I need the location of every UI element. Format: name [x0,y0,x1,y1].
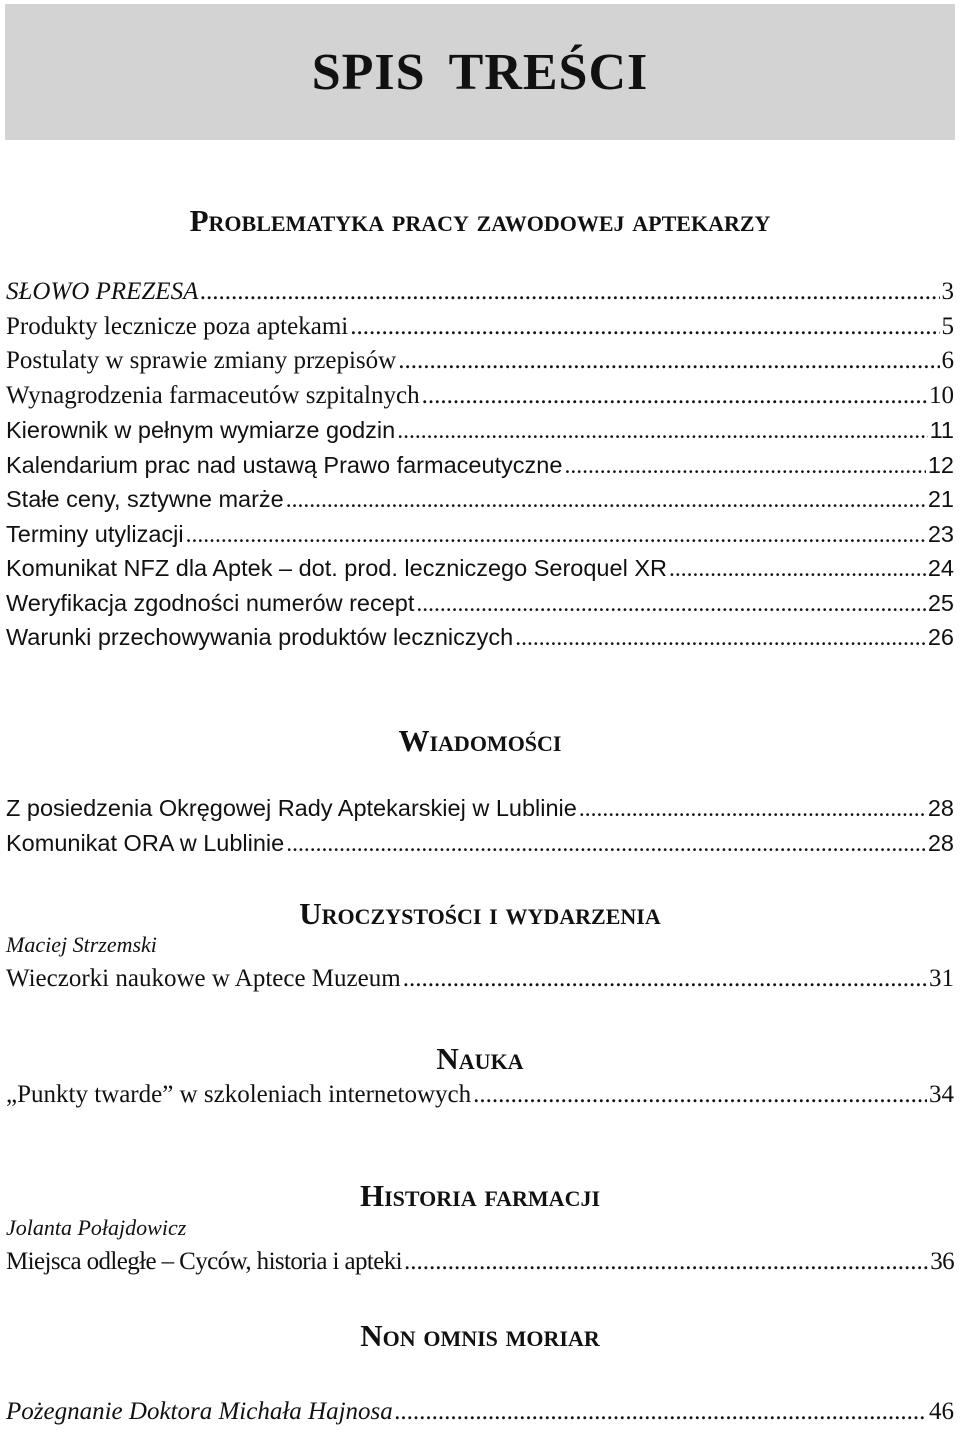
leader-dots [395,1395,927,1430]
toc-entry-page: 25 [927,589,954,616]
toc-entry[interactable] [6,413,954,448]
toc-entry-page: 31 [929,965,954,992]
leader-dots [473,1078,927,1113]
section-heading-wiadomosci: Wiadomości [398,723,562,758]
toc-entry-title: Postulaty w sprawie zmiany przepisów [6,347,397,374]
leader-dots [200,275,939,310]
leader-dots [579,792,926,827]
toc-entry[interactable] [6,1078,954,1113]
toc-entry-page: 23 [927,520,954,547]
toc-entry-page: 24 [927,555,954,581]
toc-entry-title: Terminy utylizacji [6,520,184,547]
toc-entry[interactable] [6,1245,954,1280]
toc-entry-title: Wynagrodzenia farmaceutów szpitalnych [6,381,420,409]
toc-entry-title: Weryfikacja zgodności numerów recept [6,589,415,616]
toc-entry-page: 12 [927,451,954,478]
toc-entry-page: 36 [930,1248,954,1275]
toc-list-nauka [6,1078,954,1113]
toc-entry-page: 46 [929,1398,954,1425]
toc-entry[interactable] [6,826,954,861]
author-name: Jolanta Połajdowicz [6,1215,187,1240]
toc-entry[interactable] [6,310,954,345]
leader-dots [416,587,925,622]
leader-dots [564,449,925,484]
section-heading-non-omnis: Non omnis moriar [360,1318,600,1353]
page-title: SPIS TREŚCI [311,43,649,101]
toc-list-historia [6,1245,954,1280]
toc-entry[interactable] [6,517,954,552]
toc-entry-page: 21 [927,486,954,512]
toc-entry[interactable] [6,551,954,586]
section-heading-uroczystosci: Uroczystości i wydarzenia [299,896,661,931]
toc-entry-title: „Punkty twarde” w szkoleniach internetowych [6,1081,472,1108]
toc-list-wiadomosci [6,791,954,860]
title-banner [5,4,955,140]
toc-entry-page: 26 [927,624,954,650]
toc-entry-page: 10 [929,381,954,409]
toc-entry-title: Wieczorki naukowe w Aptece Muzeum [6,965,401,992]
toc-entry[interactable] [6,791,954,826]
leader-dots [397,414,927,449]
toc-entry[interactable] [6,344,954,379]
leader-dots [286,483,926,518]
leader-dots [398,344,939,379]
toc-entry-title: Produkty lecznicze poza aptekami [6,312,349,340]
toc-entry-title: Warunki przechowywania produktów leczniczych [6,624,514,650]
toc-entry-page: 5 [941,312,954,340]
leader-dots [350,310,939,345]
toc-entry-title: Kierownik w pełnym wymiarze godzin [6,417,396,443]
toc-list-non-omnis [6,1395,954,1430]
leader-dots [404,1245,928,1280]
toc-entry-title: Stałe ceny, sztywne marże [6,486,284,512]
toc-entry[interactable] [6,586,954,621]
toc-entry-title: Pożegnanie Doktora Michała Hajnosa [6,1398,393,1425]
toc-entry[interactable] [6,379,954,414]
leader-dots [186,518,926,553]
toc-entry-title: Z posiedzenia Okręgowej Rady Aptekarskiej w Lublinie [6,795,577,821]
toc-entry-page: 11 [929,417,954,443]
leader-dots [422,379,927,414]
section-heading-problematyka: Problematyka pracy zawodowej aptekarzy [189,203,771,238]
toc-entry-title: Kalendarium prac nad ustawą Prawo farmaceutyczne [6,451,563,478]
toc-entry[interactable] [6,620,954,655]
toc-entry-page: 6 [941,347,954,374]
toc-list-problematyka [6,275,954,655]
leader-dots [515,621,926,656]
toc-entry-title: SŁOWO PREZESA [6,278,199,305]
leader-dots [403,962,927,997]
toc-entry-page: 34 [929,1081,954,1108]
toc-entry-title: Komunikat NFZ dla Aptek – dot. prod. leczniczego Seroquel XR [6,555,667,581]
toc-entry[interactable] [6,962,954,997]
leader-dots [669,552,926,587]
section-heading-nauka: Nauka [436,1041,524,1076]
toc-entry[interactable] [6,275,954,310]
author-name: Maciej Strzemski [6,932,157,957]
toc-entry-title: Miejsca odległe – Cyców, historia i apteki [6,1248,402,1275]
toc-entry-title: Komunikat ORA w Lublinie [6,829,285,856]
toc-entry[interactable] [6,448,954,483]
toc-entry[interactable] [6,1395,954,1430]
section-heading-historia: Historia farmacji [359,1178,601,1213]
toc-list-uroczystosci [6,962,954,997]
toc-entry[interactable] [6,482,954,517]
toc-entry-page: 3 [941,278,954,305]
leader-dots [286,827,926,862]
toc-entry-page: 28 [927,795,954,821]
toc-entry-page: 28 [927,829,954,856]
